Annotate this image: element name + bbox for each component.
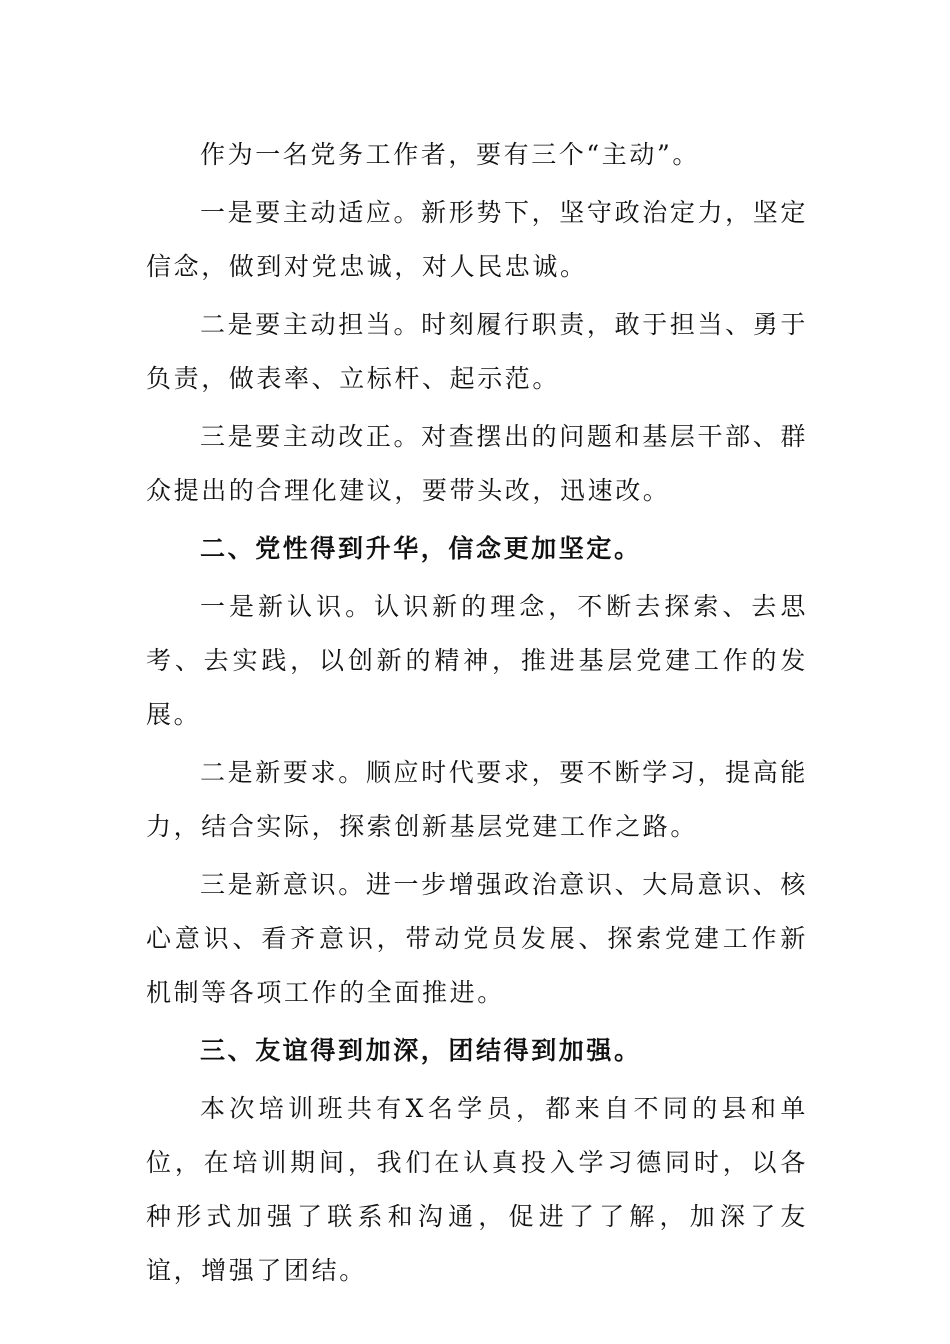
paragraph-new-requirements: 二是新要求。顺应时代要求，要不断学习，提高能力，结合实际，探索创新基层党建工作之路。 [146, 758, 808, 841]
paragraph-proactive-correct: 三是要主动改正。对查摆出的问题和基层干部、群众提出的合理化建议，要带头改，迅速改。 [146, 422, 808, 505]
paragraph-proactive-responsibility: 二是要主动担当。时刻履行职责，敢于担当、勇于负责，做表率、立标杆、起示范。 [146, 310, 808, 393]
document-body [146, 128, 808, 1302]
paragraph-new-awareness: 三是新意识。进一步增强政治意识、大局意识、核心意识、看齐意识，带动党员发展、探索党建工作新机制等各项工作的全面推进。 [146, 870, 808, 1007]
paragraph-training-friendship: 本次培训班共有X名学员，都来自不同的县和单位，在培训期间，我们在认真投入学习德同时，以各种形式加强了联系和沟通，促进了了解，加深了友谊，增强了团结。 [146, 1094, 808, 1285]
paragraph-proactive-adapt: 一是要主动适应。新形势下，坚守政治定力，坚定信念，做到对党忠诚，对人民忠诚。 [146, 198, 808, 281]
section-heading-2: 二、党性得到升华，信念更加坚定。 [200, 534, 642, 563]
paragraph-proactive-intro: 作为一名党务工作者，要有三个“主动”。 [200, 140, 700, 169]
section-heading-3: 三、友谊得到加深，团结得到加强。 [200, 1036, 642, 1065]
paragraph-new-understanding: 一是新认识。认识新的理念，不断去探索、去思考、去实践，以创新的精神，推进基层党建工作的发展。 [146, 592, 808, 729]
